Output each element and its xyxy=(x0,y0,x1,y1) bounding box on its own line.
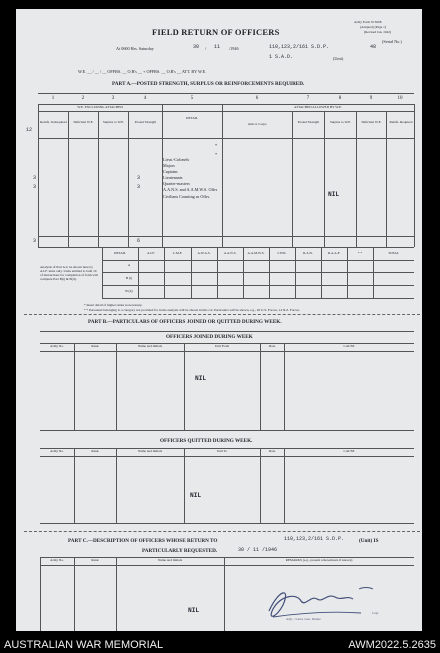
analysis-hdr-aif: A.I.F. xyxy=(147,251,155,255)
quitted-col-rank: Rank xyxy=(91,449,99,453)
analysis-hdr-detail: DETAIL xyxy=(114,251,126,255)
col-num-3: 3 xyxy=(111,96,115,101)
date-day: 30 xyxy=(193,44,200,50)
army-form-number: Army Form W.3008 xyxy=(354,20,382,24)
form-title: FIELD RETURN OF OFFICERS xyxy=(152,27,280,37)
posted-value-captains: 3 xyxy=(137,175,141,181)
signature-rank: Capt xyxy=(372,611,379,615)
hdr-detail: DETAIL xyxy=(186,116,198,120)
form-revised-note: (Revised Jan. 1942) xyxy=(364,30,392,34)
quitted-heading: OFFICERS QUITTED DURING WEEK. xyxy=(160,438,253,444)
part-c-date: 30 / 11 /1946 xyxy=(238,547,278,553)
total-left: 3 xyxy=(33,238,37,244)
col-num-6: 6 xyxy=(255,96,259,101)
unit-label: (Unit) xyxy=(333,56,344,61)
analysis-hdr-civil: CIVIL xyxy=(277,251,287,255)
nil-attached: NIL xyxy=(328,191,340,198)
posted-value-lieutenants: 3 xyxy=(137,184,141,190)
hdr-posted-strength: Posted Strength xyxy=(297,120,320,124)
quitted-col-name: Name and Initials xyxy=(137,449,163,453)
col-num-10: 10 xyxy=(397,96,403,101)
archive-reference: AWM2022.5.2635 xyxy=(348,639,436,651)
detail-star2: * xyxy=(215,152,218,157)
hdr-arm-corps: Arm or Corps xyxy=(247,122,267,126)
col-num-2: 2 xyxy=(81,96,85,101)
serial-number: 48 xyxy=(370,44,377,50)
hdr-surplus-we: Surplus to W.E. xyxy=(329,120,352,124)
analysis-hdr-ran: R.A.N. xyxy=(303,251,313,255)
part-c-nil: NIL xyxy=(188,607,200,614)
part-b-heading: PART B.—PARTICULARS OF OFFICERS JOINED OR QUITTED DURING WEEK. xyxy=(88,319,282,325)
footnote-1: * Insert detail of higher ranks as necessary. xyxy=(84,303,143,307)
left-value-lieutenants: 3 xyxy=(33,184,37,190)
quitted-col-unit-to: Unit To xyxy=(216,449,228,453)
rank-lieut-colonels: Lieut.-Colonels xyxy=(163,157,190,162)
analysis-row-bii: B (ii) xyxy=(125,289,133,293)
col-num-5: 5 xyxy=(190,96,194,101)
analysis-row-a: A xyxy=(127,263,131,267)
hdr-deficient-left: Deficient W.E. xyxy=(73,120,94,124)
joined-col-rank: Rank xyxy=(91,344,99,348)
rank-quartermasters: Quarter-masters xyxy=(163,181,190,187)
detail-star1: * xyxy=(215,143,218,148)
joined-col-cause: CAUSE xyxy=(343,344,355,348)
quitted-col-date: Date xyxy=(268,449,276,453)
col-num-7: 7 xyxy=(306,96,310,101)
joined-heading: OFFICERS JOINED DURING WEEK xyxy=(166,334,253,340)
joined-nil: NIL xyxy=(195,375,207,382)
quitted-col-cause: CAUSE xyxy=(343,449,355,453)
unit-name: 1 S.A.D. xyxy=(269,54,294,60)
form-page xyxy=(16,9,422,631)
col-num-8: 8 xyxy=(338,96,342,101)
part-a-heading: PART A.—POSTED STRENGTH, SURPLUS OR REINFORCEMENTS REQUIRED. xyxy=(112,81,305,87)
part-c-line2: PARTICULARLY REQUESTED. xyxy=(142,548,218,554)
hdr-reinfs-required: Reinfs. Required xyxy=(389,120,413,124)
analysis-hdr-cmf: C.M.F. xyxy=(172,251,183,255)
analysis-hdr-aans: A.A.N.S. xyxy=(223,251,237,255)
hdr-surplus-left: Surplus to W.E. xyxy=(102,120,125,124)
we-excluding-attached: W.E. EXCLUDING ATTACHED xyxy=(77,105,123,109)
part-c-col-army-no: Army No. xyxy=(50,558,64,562)
quitted-nil: NIL xyxy=(190,492,202,499)
analysis-note: Analysis of Part A to be shown here by A.I.F. units only. Units entitled to both 10 of instructions for completion of form will complete Part B(i) & B(ii). xyxy=(40,265,98,282)
analysis-hdr-raaf: R.A.A.F. xyxy=(327,251,341,255)
attached-allowed: ATTACHED ALLOWED BY W.E. xyxy=(294,105,342,109)
we-line: W.E. __ / __ / __ OFFRS. __ O.R's __ + OFFRS. __ O.R's __ ATT. BY W.E. xyxy=(78,69,207,74)
unit-ref: 110,123,2/161 S.D.P. xyxy=(269,44,330,50)
rank-aans: A.A.N.S. and A.A.M.W.S. Offrs xyxy=(163,187,218,193)
footnote-2: * * Personnel belonging to a category not provided for in the analysis will be shown in this col. Particulars will be shown, e.g., 20 U.S. Forces, 14 N.Z. Forces. xyxy=(84,308,300,312)
hdr-posted-left: Posted Strength xyxy=(134,120,157,124)
col-num-4: 4 xyxy=(143,96,147,101)
signature-caption: Adjt. / Lieut. Gen. Dunne xyxy=(286,617,321,621)
part-c-col-rank: Rank xyxy=(91,558,99,562)
part-c-col-remarks: REMARKS (e.g., present whereabouts if known) xyxy=(285,558,353,562)
joined-col-date: Date xyxy=(268,344,276,348)
rank-civilians: Civilians Counting as Offrs. xyxy=(163,194,211,200)
part-c-unit-label: (Unit) IS xyxy=(359,538,379,544)
time-line: At 0600 Hrs. Saturday xyxy=(116,46,154,51)
margin-number: 12 xyxy=(26,127,33,133)
form-adapted-note: (Adapted) (Page 1) xyxy=(360,25,386,29)
archive-footer xyxy=(0,636,440,653)
rank-lieutenants: Lieutenants xyxy=(163,175,183,181)
left-value-captains: 3 xyxy=(33,175,37,181)
quitted-col-army-no: Army No. xyxy=(50,449,64,453)
col-num-1: 1 xyxy=(51,96,55,101)
part-c-heading: PART C.—DESCRIPTION OF OFFICERS WHOSE RETURN TO xyxy=(68,538,218,544)
rank-captains: Captains xyxy=(163,169,178,175)
col-num-9: 9 xyxy=(369,96,373,101)
total-posted: 6 xyxy=(137,238,141,244)
joined-col-army-no: Army No. xyxy=(50,344,64,348)
analysis-hdr-awas: A.W.A.S. xyxy=(197,251,211,255)
serial-label: (Serial No.) xyxy=(382,39,402,44)
analysis-hdr-aamws: A.A.M.W.S. xyxy=(247,251,265,255)
analysis-hdr-other: * * xyxy=(357,251,363,255)
archive-name: AUSTRALIAN WAR MEMORIAL xyxy=(4,639,164,651)
analysis-hdr-total: TOTAL xyxy=(388,251,399,255)
hdr-deficient-we: Deficient W.E. xyxy=(361,120,382,124)
joined-col-unit-from: Unit From xyxy=(214,344,230,348)
ranks-list xyxy=(163,157,221,200)
date-sep1: / xyxy=(205,46,207,51)
rank-majors: Majors xyxy=(163,163,175,169)
part-c-col-name: Name and Initials xyxy=(157,558,183,562)
analysis-row-bi: B (i) xyxy=(125,276,133,280)
hdr-reinfs-in: Reinfs. In Required xyxy=(40,120,67,124)
date-month: 11 xyxy=(214,44,221,50)
part-c-unit-ref: 110,123,2/161 S.D.P. xyxy=(284,536,345,542)
joined-col-name: Name and Initials xyxy=(137,344,163,348)
date-year: /1946 xyxy=(229,46,239,51)
